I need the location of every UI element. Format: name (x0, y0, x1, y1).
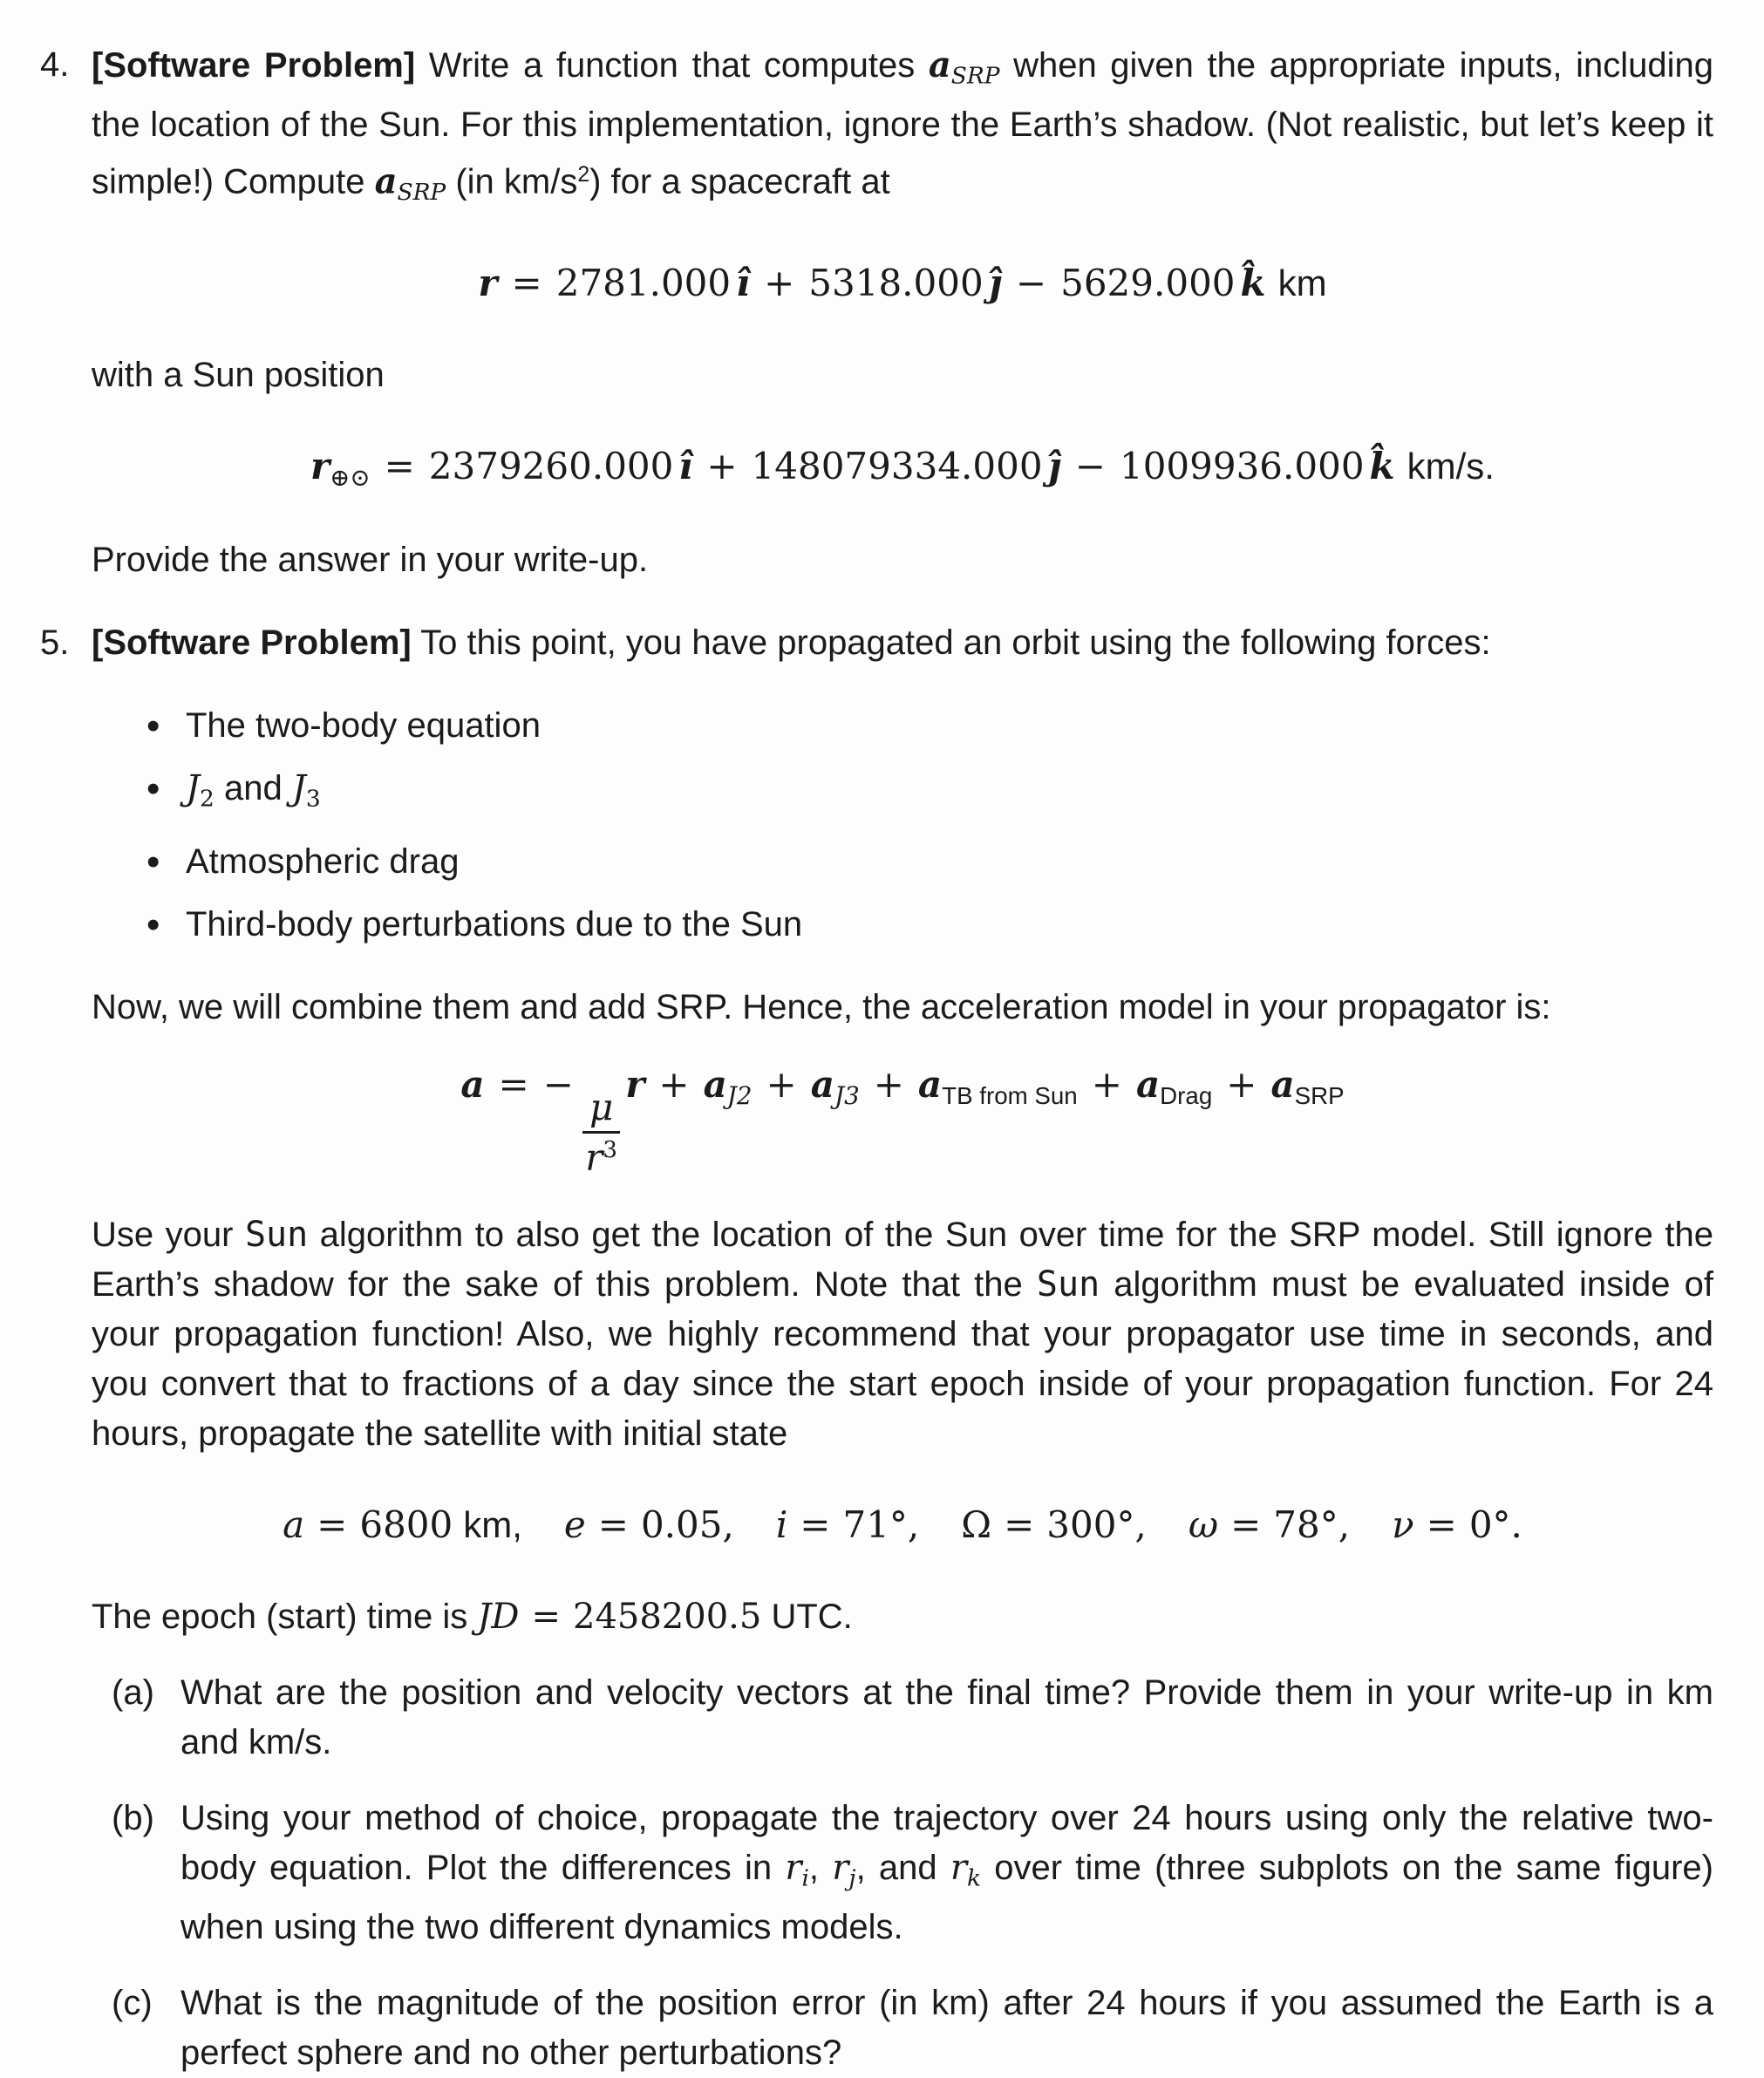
math-a-j3: a (810, 1062, 834, 1106)
math-a: a (283, 1502, 305, 1546)
math-j3: J (291, 768, 306, 809)
math-j2: J (186, 768, 201, 809)
plus-sign: + (1226, 1062, 1257, 1106)
bullet-item-third-body (92, 900, 1713, 950)
problem-4-paragraph (92, 40, 1713, 217)
nu-value: 0°. (1468, 1502, 1522, 1546)
math-a-tb-sub: TB from Sun (942, 1081, 1078, 1109)
math-r-vector: r (625, 1062, 645, 1106)
subitem-b-text (180, 1794, 1713, 1952)
subitem-a-label: (a) (112, 1673, 154, 1712)
software-problem-tag: [Software Problem] (92, 623, 412, 663)
km-unit: km (1277, 262, 1327, 304)
plus-sign: + (706, 445, 738, 488)
problem-4-item (40, 40, 1713, 585)
math-a-vector: a (460, 1062, 485, 1106)
a-value: 6800 (359, 1502, 453, 1546)
bullet-icon: • (146, 767, 160, 811)
equals-sign: = (1004, 1502, 1035, 1546)
math-a-j2: a (703, 1062, 727, 1106)
math-r-cubed-sup: 3 (603, 1136, 617, 1163)
problem-4-text-4: ) for a spacecraft at (589, 163, 890, 202)
element-raan (961, 1503, 1147, 1546)
bullet-item-j2-j3 (92, 764, 1713, 823)
math-nu: ν (1392, 1502, 1414, 1546)
plus-sign: + (873, 1062, 904, 1106)
sun-position-line: with a Sun position (92, 356, 385, 395)
r-k-coefficient: 5629.000 (1060, 262, 1236, 305)
math-omega-cap: Ω (961, 1502, 992, 1546)
math-j2-sub: 2 (200, 785, 215, 813)
software-problem-tag: [Software Problem] (92, 46, 416, 85)
rsun-k-coefficient: 1009936.000 (1119, 445, 1365, 488)
bullet-icon: • (146, 840, 160, 883)
math-j3-sub: 3 (305, 785, 321, 813)
math-r-vector: r (478, 262, 498, 305)
math-r-k-sub: k (967, 1864, 981, 1892)
k-hat-basis: k̂ (1240, 262, 1266, 305)
math-r-k: r (950, 1847, 967, 1888)
element-i (776, 1503, 919, 1546)
km-s-unit: km/s. (1406, 446, 1495, 487)
i-hat-basis: ı̂ (736, 262, 751, 305)
subitem-b-text-2: over time (three subplots on the same figure) when using the two different dynamics models. (180, 1848, 1713, 1947)
km-s-squared-sup: 2 (577, 163, 590, 187)
equation-acceleration-model (92, 1059, 1713, 1178)
sun-code-2: Sun (1036, 1264, 1100, 1305)
j-hat-basis: ȷ̂ (988, 262, 1002, 305)
equation-sun-position-vector (92, 440, 1713, 495)
r-j-coefficient: 5318.000 (808, 262, 984, 305)
i-hat-basis: ı̂ (678, 445, 693, 488)
epoch-line (92, 1592, 1713, 1642)
bullet-text (186, 764, 1713, 823)
math-a-drag: a (1135, 1062, 1161, 1106)
math-a-srp-inline-sub: SRP (950, 62, 1000, 90)
raan-value: 300°, (1046, 1502, 1147, 1546)
equals-sign: = (384, 445, 415, 488)
problem-5-intro-text: To this point, you have propagated an orbit using the following forces: (411, 623, 1491, 663)
equals-sign: = (317, 1502, 348, 1546)
equals-sign: = (1426, 1502, 1457, 1546)
equals-sign: = (597, 1502, 629, 1546)
math-e: e (563, 1502, 586, 1546)
element-nu (1392, 1503, 1522, 1546)
provide-answer-line: Provide the answer in your write-up. (92, 541, 649, 580)
bullet-icon: • (146, 705, 160, 748)
fraction-mu-r3 (582, 1085, 620, 1178)
element-argp (1188, 1503, 1350, 1546)
equals-sign: = (531, 1596, 561, 1637)
e-value: 0.05, (640, 1502, 734, 1546)
math-a-j3-sub: J3 (834, 1080, 860, 1110)
bullet-item-two-body (92, 701, 1713, 751)
use-text-2: algorithm to also get the location of the Sun over time for the SRP model. Still ignore the Earth’s shadow for the sake of this problem. Note that the (92, 1215, 1713, 1304)
argp-value: 78°, (1273, 1502, 1351, 1546)
problem-5-item (40, 618, 1713, 2078)
bullet-text: The two-body equation (186, 706, 541, 746)
equation-position-vector (92, 257, 1713, 310)
problem-4-number: 4. (40, 45, 70, 84)
k-hat-basis: k̂ (1369, 445, 1395, 488)
equals-sign: = (498, 1062, 529, 1106)
combine-line: Now, we will combine them and add SRP. Hence, the acceleration model in your propagator is: (92, 987, 1551, 1026)
math-a-srp-inline-2-sub: SRP (397, 179, 446, 207)
subitem-b (92, 1794, 1713, 1952)
math-a-srp-sub: SRP (1294, 1081, 1345, 1109)
use-text-3: algorithm must be evaluated inside of your propagation function! Also, we highly recommend that your propagator use time in seconds, and you convert that to fractions of a day since the start epoch inside of your propagation function. For 24 hours, propagate the satellite with initial state (92, 1264, 1713, 1453)
problem-5-intro (92, 618, 1713, 668)
minus-sign: − (1074, 445, 1106, 488)
math-a-srp-inline-2: a (374, 161, 398, 203)
math-r-j: r (832, 1847, 849, 1888)
equals-sign: = (511, 262, 542, 305)
math-r-j-sub: j (848, 1864, 856, 1892)
math-r-earth-sun-vector: r (310, 445, 330, 488)
subitem-c (92, 1979, 1713, 2078)
math-r-i-sub: i (801, 1864, 809, 1892)
use-sun-paragraph (92, 1210, 1713, 1459)
fraction-numerator-mu: μ (582, 1089, 620, 1134)
math-r-i: r (785, 1847, 802, 1888)
r-i-coefficient: 2781.000 (555, 262, 732, 305)
plus-sign: + (658, 1062, 690, 1106)
subitem-c-label: (c) (112, 1984, 153, 2023)
subitem-b-text-1: Using your method of choice, propagate the trajectory over 24 hours using only the relative two-body equation. Plot the differences in (180, 1798, 1713, 1887)
math-a-tb: a (917, 1062, 943, 1106)
plus-sign: + (766, 1062, 797, 1106)
math-omega: ω (1188, 1502, 1219, 1546)
problem-5-body (92, 618, 1713, 2078)
math-r: r (585, 1134, 603, 1178)
minus-sign: − (1015, 262, 1047, 305)
equals-sign: = (800, 1502, 831, 1546)
utc-label: UTC. (771, 1597, 853, 1636)
fraction-denominator-r3 (582, 1134, 620, 1178)
problem-4-text-2: when given the appropriate inputs, including the location of the Sun. For this implementation, ignore the Earth’s shadow. (Not realistic, but let’s keep it simple!) Compute (92, 46, 1714, 202)
earth-sun-subscript: ⊕⊙ (330, 463, 371, 493)
equals-sign: = (1230, 1502, 1262, 1546)
rsun-j-coefficient: 148079334.000 (751, 445, 1043, 488)
bullet-icon: • (146, 903, 160, 946)
sun-code-1: Sun (244, 1214, 309, 1255)
math-i: i (775, 1502, 788, 1546)
problem-4-body (92, 40, 1713, 585)
subitem-a-text: What are the position and velocity vectors at the final time? Provide them in your write-up in km and km/s. (180, 1673, 1713, 1761)
forces-bullet-list (92, 701, 1713, 949)
bullet-text: Atmospheric drag (186, 841, 460, 881)
math-a-srp-inline: a (928, 44, 951, 85)
math-jd: JD (477, 1596, 520, 1637)
bullet-item-atmospheric-drag (92, 837, 1713, 887)
problem-5-number: 5. (40, 623, 70, 663)
minus-sign: − (542, 1062, 574, 1106)
equation-initial-elements (92, 1499, 1713, 1552)
plus-sign: + (764, 262, 795, 305)
i-value: 71°, (842, 1502, 920, 1546)
epoch-text: The epoch (start) time is (92, 1597, 478, 1636)
plus-sign: + (1091, 1062, 1122, 1106)
subitem-b-label: (b) (112, 1798, 154, 1837)
bullet-mid-text: and (214, 769, 292, 808)
use-text-1: Use your (92, 1215, 245, 1254)
km-unit: km, (463, 1503, 522, 1545)
subitem-c-text: What is the magnitude of the position error (in km) after 24 hours if you assumed the Earth is a perfect sphere and no other perturbations? (180, 1984, 1713, 2073)
rsun-i-coefficient: 2379260.000 (428, 445, 674, 488)
subitem-a (92, 1668, 1713, 1768)
math-a-drag-sub: Drag (1160, 1081, 1213, 1109)
j-hat-basis: ȷ̂ (1047, 445, 1061, 488)
subitem-b-sep-1: , (808, 1848, 833, 1887)
subitem-list (92, 1668, 1713, 2078)
math-a-j2-sub: J2 (726, 1080, 753, 1110)
problem-4-text-3: (in km/s (446, 163, 578, 202)
jd-value: 2458200.5 (573, 1596, 762, 1637)
element-e (564, 1503, 734, 1546)
element-a (283, 1503, 522, 1546)
math-a-srp: a (1270, 1062, 1295, 1106)
bullet-text: Third-body perturbations due to the Sun (186, 904, 803, 944)
problem-4-text-1: Write a function that computes (415, 46, 929, 85)
subitem-b-sep-2: , and (855, 1848, 950, 1887)
